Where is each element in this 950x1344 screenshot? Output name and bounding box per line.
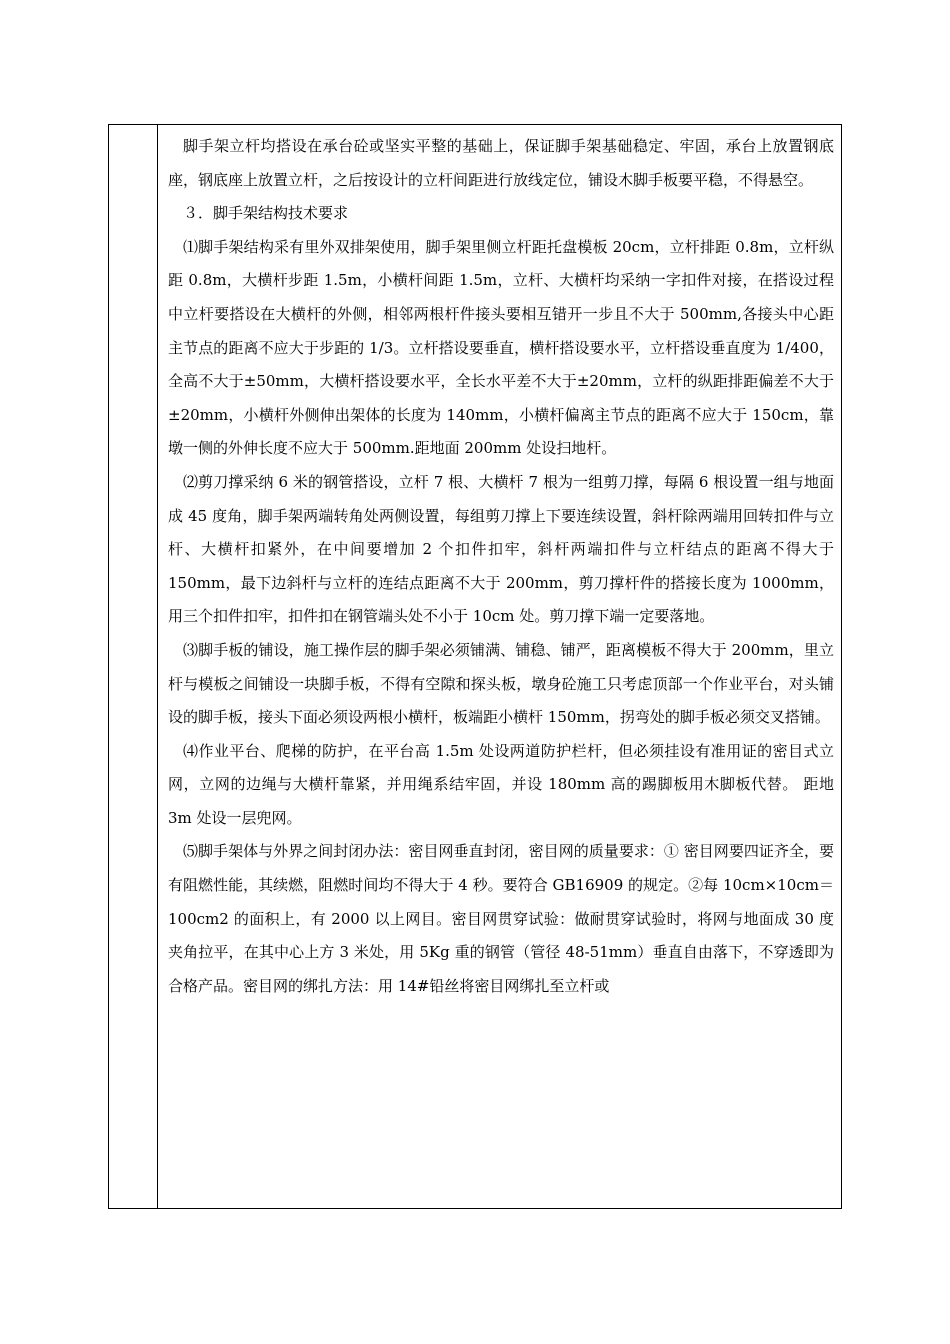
paragraph-item-5: ⑸脚手架体与外界之间封闭办法：密目网垂直封闭，密目网的质量要求：① 密目网要四证齐全，要有阻燃性能，其续燃，阻燃时间均不得大于 4 秒。要符合 GB16909 的规定。②每 10cm×10cm＝100cm2 的面积上，有 2000 以上网目。密目网贯穿试验：做耐贯穿试验时，将网与地面成 30 度夹角拉平，在其中心上方 3 米处，用 5Kg 重的钢管（管径 48-51mm）垂直自由落下，不穿透即为合格产品。密目网的绑扎方法：用 14#铅丝将密目网绑扎至立杆或	[168, 842, 834, 995]
paragraph-item-1: ⑴脚手架结构采有里外双排架使用，脚手架里侧立杆距托盘模板 20cm，立杆排距 0.8m，立杆纵距 0.8m，大横杆步距 1.5m，小横杆间距 1.5m，立杆、大横杆均采纳一字扣件对接，在搭设过程中立杆要搭设在大横杆的外侧，相邻两根杆件接头要相互错开一步且不大于 500mm,各接头中心距主节点的距离不应大于步距的 1/3。立杆搭设要垂直，横杆搭设要水平，立杆搭设垂直度为 1/400，全高不大于±50mm，大横杆搭设要水平，全长水平差不大于±20mm，立杆的纵距排距偏差不大于±20mm，小横杆外侧伸出架体的长度为 140mm，小横杆偏离主节点的距离不应大于 150cm，靠墩一侧的外伸长度不应大于 500mm.距地面 200mm 处设扫地杆。	[168, 237, 834, 458]
paragraph-item-4: ⑷作业平台、爬梯的防护，在平台高 1.5m 处设两道防护栏杆，但必须挂设有准用证的密目式立网，立网的边绳与大横杆靠紧，并用绳系结牢固，并设 180mm 高的踢脚板用木脚板代替。 距地 3m 处设一层兜网。	[168, 741, 834, 827]
section-heading: ３．脚手架结构技术要求	[183, 204, 349, 223]
paragraph-item-3: ⑶脚手板的铺设，施工操作层的脚手架必须铺满、铺稳、铺严，距离模板不得大于 200mm，里立杆与模板之间铺设一块脚手板，不得有空隙和探头板，墩身砼施工只考虑顶部一个作业平台，对头铺设的脚手板，接头下面必须设两根小横杆，板端距小横杆 150mm，拐弯处的脚手板必须交叉搭铺。	[168, 640, 834, 727]
table-content-cell	[168, 130, 834, 1003]
column-divider	[157, 125, 158, 1208]
paragraph-foundation: 脚手架立杆均搭设在承台砼或坚实平整的基础上，保证脚手架基础稳定、牢固，承台上放置钢底座，钢底座上放置立杆，之后按设计的立杆间距进行放线定位，铺设木脚手板要平稳，不得悬空。	[168, 137, 834, 189]
table-frame	[108, 124, 842, 1209]
paragraph-item-2: ⑵剪刀撑采纳 6 米的钢管搭设，立杆 7 根、大横杆 7 根为一组剪刀撑，每隔 6 根设置一组与地面成 45 度角，脚手架两端转角处两侧设置，每组剪刀撑上下要连续设置，斜杆除两端用回转扣件与立杆、大横杆扣紧外，在中间要增加 2 个扣件扣牢，斜杆两端扣件与立杆结点的距离不得大于 150mm，最下边斜杆与立杆的连结点距离不大于 200mm，剪刀撑杆件的搭接长度为 1000mm，用三个扣件扣牢，扣件扣在钢管端头处不小于 10cm 处。剪刀撑下端一定要落地。	[168, 472, 834, 626]
